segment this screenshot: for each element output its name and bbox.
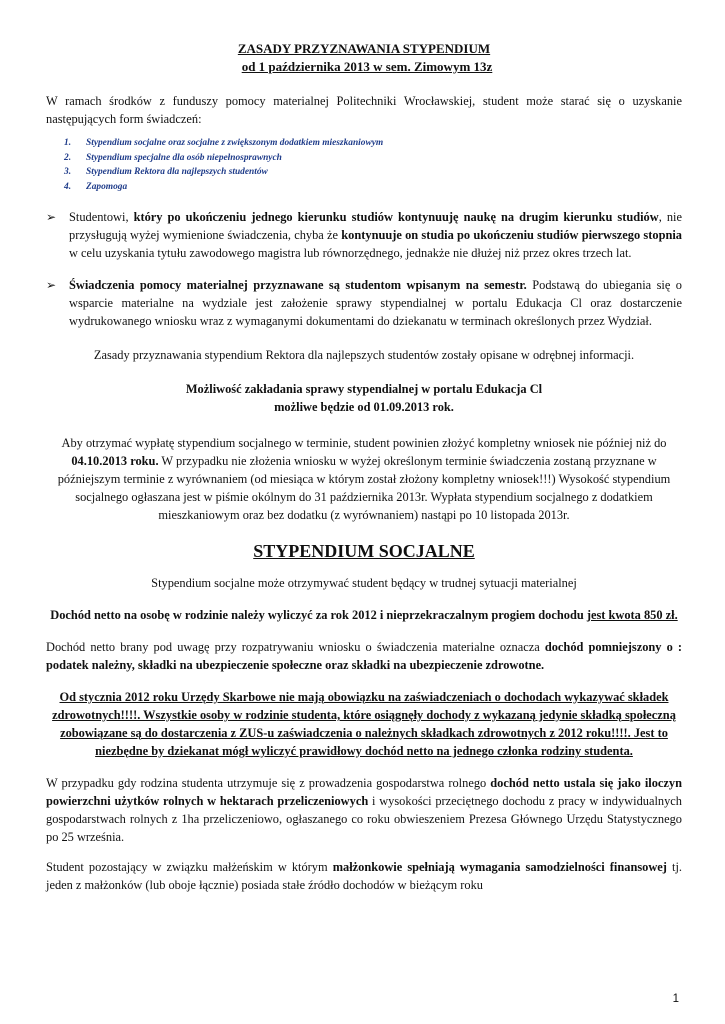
- benefit-forms-list: [46, 136, 682, 194]
- page-number: 1: [672, 993, 679, 1005]
- tax-office-warning: Od stycznia 2012 roku Urzędy Skarbowe nie mają obowiązku na zaświadczeniach o dochodach wykazywać składek zdrowotnych!!!!. Wszystkie osoby w rodzinie studenta, które osiągnęły dochody z wykazaną jedynie składką społeczną zobowiązane są do dostarczenia z ZUS-u zaświadczenia o należnych składkach zdrowotnych z 2012 roku!!!!. Jest to niezbędne by dziekanat mógł wyliczyć prawidłowy dochód netto na jednego członka rodziny studenta.: [52, 690, 676, 758]
- arrow-bullet-icon: ➢: [46, 278, 57, 292]
- semester-enrolment-bullet: ➢ Świadczenia pomocy materialnej przyznawane są studentom wpisanym na semestr. Podstawą do ubiegania się o wsparcie materialne na wydziale jest założenie sprawy stypendialnej w portalu Edukacja Cl oraz dostarczenie wydrukowanego wniosku wraz z wymaganymi dokumentami do dziekanatu w terminach określonych przez Wydział.: [46, 278, 683, 328]
- portal-notice: Możliwość zakładania sprawy stypendialnej w portalu Edukacja Cl możliwe będzie od 01.09.2013 rok.: [185, 382, 543, 414]
- document-title: ZASADY PRZYZNAWANIA STYPENDIUM: [237, 41, 491, 56]
- marriage-paragraph: Student pozostający w związku małżeńskim w którym małżonkowie spełniają wymagania samodzielności finansowej tj. jeden z małżonków (lub oboje łącznie) posiada stałe źródło dochodów w bieżącym roku: [46, 860, 682, 892]
- payout-paragraph: Aby otrzymać wypłatę stypendium socjalnego w terminie, student powinien złożyć kompletny wniosek nie później niż do 04.10.2013 roku. W przypadku nie złożenia wniosku w wyżej określonym terminie świadczenia zostaną przyznane w późniejszym terminie z wyrównaniem (od miesiąca w którym został złożony kompletny wniosek!!!) Wysokość stypendium socjalnego ogłaszana jest w piśmie okólnym do 31 października 2013r. Wypłata stypendium socjalnego z dodatkiem mieszkaniowym oraz bez dodatku (z wyrównaniem) nastąpi po 10 listopada 2013r.: [57, 436, 671, 522]
- list-item: 4. Zapomoga: [64, 181, 128, 192]
- list-item: 1. Stypendium socjalne oraz socjalne z zwiększonym dodatkiem mieszkaniowym: [64, 138, 384, 148]
- list-item: 3. Stypendium Rektora dla najlepszych studentów: [64, 167, 268, 177]
- net-income-paragraph: Dochód netto brany pod uwagę przy rozpatrywaniu wniosku o świadczenia materialne oznacza dochód pomniejszony o : podatek należny, składki na ubezpieczenie społeczne oraz składki na ubezpieczenie zdrowotne.: [46, 640, 683, 672]
- list-item: 2. Stypendium specjalne dla osób niepełnosprawnych: [64, 152, 282, 163]
- second-degree-bullet: ➢ Studentowi, który po ukończeniu jednego kierunku studiów kontynuuję naukę na drugim kierunku studiów, nie przysługują wyżej wymienione świadczenia, chyba że kontynuuje on studia po ukończeniu studiów pierwszego stopnia w celu uzyskania tytułu zawodowego magistra lub równorzędnego, jednakże nie dłużej niż przez okres trzech lat.: [46, 210, 682, 260]
- social-intro: Stypendium socjalne może otrzymywać student będący w trudnej sytuacji materialnej: [151, 576, 577, 590]
- section-title: STYPENDIUM SOCJALNE: [253, 541, 475, 561]
- rector-note: Zasady przyznawania stypendium Rektora dla najlepszych studentów zostały opisane w odrębnej informacji.: [93, 348, 635, 362]
- arrow-bullet-icon: ➢: [46, 210, 57, 224]
- income-threshold: Dochód netto na osobę w rodzinie należy wyliczyć za rok 2012 i nieprzekraczalnym progiem dochodu jest kwota 850 zł.: [50, 608, 678, 622]
- document-page: [46, 40, 682, 894]
- farm-income-paragraph: W przypadku gdy rodzina studenta utrzymuje się z prowadzenia gospodarstwa rolnego dochód netto ustala się jako iloczyn powierzchni użytków rolnych w hektarach przeliczeniowych i wysokości przeciętnego dochodu z pracy w indywidualnych gospodarstwach rolnych z 1ha przeliczeniowo, ogłaszanego co roku obwieszeniem Prezesa Głównego Urzędu Statystycznego po 25 września.: [46, 776, 683, 844]
- document-subtitle: od 1 października 2013 w sem. Zimowym 13z: [241, 59, 493, 74]
- intro-paragraph: W ramach środków z funduszy pomocy materialnej Politechniki Wrocławskiej, student może starać się o uzyskanie następujących form świadczeń:: [46, 94, 682, 126]
